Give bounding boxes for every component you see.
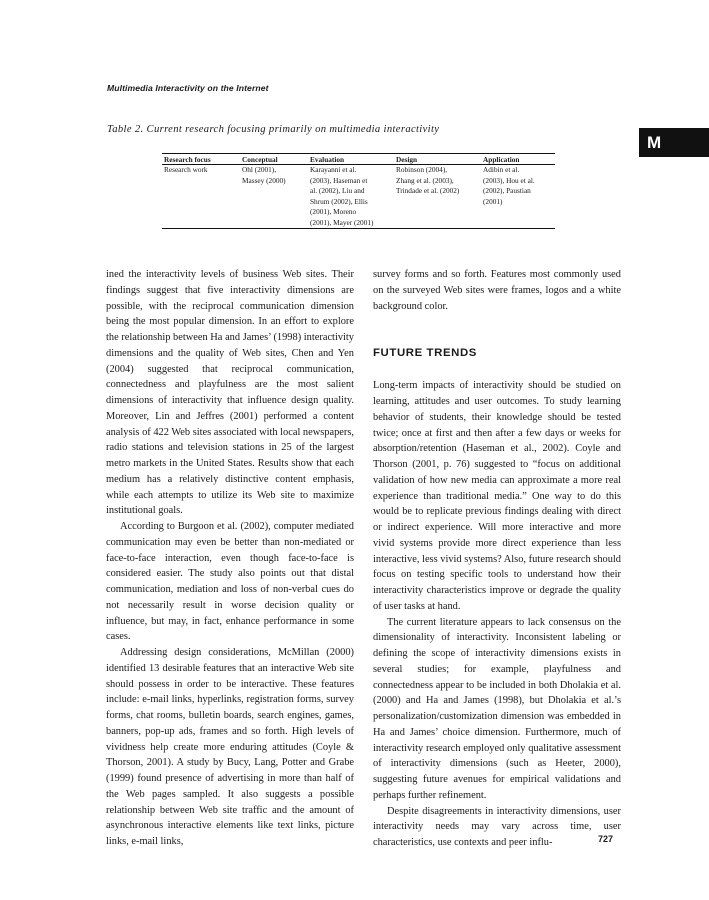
section-tab: M	[639, 128, 709, 157]
header-application: Application	[481, 154, 555, 165]
cell-line: (2001), Moreno	[310, 207, 357, 216]
cell-line: (2003), Haseman et	[310, 175, 368, 185]
cell-conceptual	[240, 165, 308, 229]
body-paragraph: According to Burgoon et al. (2002), computer mediated communication may even be better than non-mediated or face-to-face interaction, even though face-to-face is considered easier. The study also points out that distal communication, mediation and loss of non-verbal cues do not necessarily result in worse decision quality or influence, but may, in fact, enhance performance in some cases.	[106, 521, 354, 643]
header-evaluation: Evaluation	[308, 154, 394, 165]
body-paragraph: The current literature appears to lack consensus on the dimensionality of interactivity. Inconsistent labeling or defining the scope of interactivity dimensions exists in several studies; for example, playfulness and connectedness appear to be included in both Dholakia et al. (2000) and Ha and James (1998), but Dholakia et al.’s personalization/customization dimension was embedded in Ha and James’ choice dimension. Furthermore, much of interactivity research employed only qualitative assessment of interactivity dimensions (such as Heeter, 2000), suggesting future avenues for empirical validations and perhaps further refinement.	[373, 616, 621, 801]
right-column	[373, 267, 621, 851]
header-research-focus: Research focus	[162, 154, 240, 165]
header-conceptual: Conceptual	[240, 154, 308, 165]
page-number: 727	[598, 834, 614, 844]
cell-line: Ohl (2001),	[242, 165, 277, 174]
cell-line: Research work	[164, 165, 208, 174]
cell-line: Trindade et al. (2002)	[396, 186, 460, 195]
body-paragraph: Despite disagreements in interactivity dimensions, user interactivity needs may vary across time, user characteristics, use contexts and peer influ-	[373, 805, 621, 848]
body-paragraph: Long-term impacts of interactivity should be studied on learning, attitudes and user outcomes. To study learning behavior of students, their knowledge should be tested twice; once at first and then after a few days or weeks for absorption/retention (Haseman et al., 2002). Coyle and Thorson (2001, p. 76) suggested to “focus on additional validation of how new media can approximate a more real experience than traditional media.” One way to do this would be to replicate previous findings dealing with direct or indirect experience. Will more interactive and more vivid systems provide more direct experience than less interactive, less vivid systems? Also, future research should focus on testing specific tools to understand how their interactivity characteristics improve or degrade the quality of user tasks at hand.	[373, 380, 621, 612]
body-paragraph: ined the interactivity levels of business Web sites. Their findings suggest that five interactivity dimensions are possible, with the reciprocal communication dimension being the most popular dimension. In an effort to explore the relationship between Ha and James’ (1998) interactivity dimensions and the quality of Web sites, Chen and Yen (2004) suggested that reciprocal communication, connectedness and playfulness are the most salient dimensions of interactivity that influence design quality. Moreover, Lin and Jeffres (2001) performed a content analysis of 422 Web sites associated with local newspapers, radio stations and television stations in 25 of the largest metro markets in the United States. Results show that each medium has a relatively distinctive content emphasis, while each attempts to utilize its Web site to maximize institutional goals.	[106, 269, 354, 517]
cell-line: al. (2002), Liu and	[310, 186, 365, 195]
section-heading: FUTURE TRENDS	[373, 347, 477, 360]
cell-design	[394, 165, 481, 229]
running-header: Multimedia Interactivity on the Internet	[107, 83, 269, 93]
research-table	[162, 153, 555, 229]
cell-evaluation	[308, 165, 394, 229]
cell-line: Robinson (2004),	[396, 165, 448, 174]
table-row	[162, 165, 555, 229]
cell-application	[481, 165, 555, 229]
cell-line: (2003), Hou et al.	[483, 175, 535, 185]
cell-research-focus	[162, 165, 240, 229]
cell-line: Adibin et al.	[483, 165, 520, 174]
table-caption: Table 2. Current research focusing primarily on multimedia interactivity	[107, 124, 440, 135]
cell-line: Massey (2000)	[242, 175, 286, 185]
cell-line: Shrum (2002), Ellis	[310, 196, 368, 206]
header-design: Design	[394, 154, 481, 165]
table-header-row	[162, 154, 555, 165]
cell-line: (2001), Mayer (2001)	[310, 217, 374, 227]
body-paragraph: Addressing design considerations, McMillan (2000) identified 13 desirable features that an interactive Web site should possess in order to be interactive. These features include: e-mail links, hyperlinks, registration forms, survey forms, chat rooms, bulletin boards, search engines, games, banners, pop-up ads, frames and so forth. High levels of vividness help create more enduring attitudes (Coyle & Thorson, 2001). A study by Bucy, Lang, Potter and Grabe (1999) found presence of advertising in more than half of the Web pages sampled. It also suggests a possible relationship between Web site traffic and the amount of asynchronous interactive elements like text links, picture links, e-mail links,	[106, 647, 354, 847]
cell-line: (2002), Paustian	[483, 186, 531, 195]
left-column	[106, 267, 354, 850]
cell-line: (2001)	[483, 196, 503, 206]
cell-line: Karayanni et al.	[310, 165, 357, 174]
body-paragraph: survey forms and so forth. Features most commonly used on the surveyed Web sites were frames, logos and a white background color.	[373, 269, 621, 312]
cell-line: Zhang et al. (2003),	[396, 175, 454, 185]
